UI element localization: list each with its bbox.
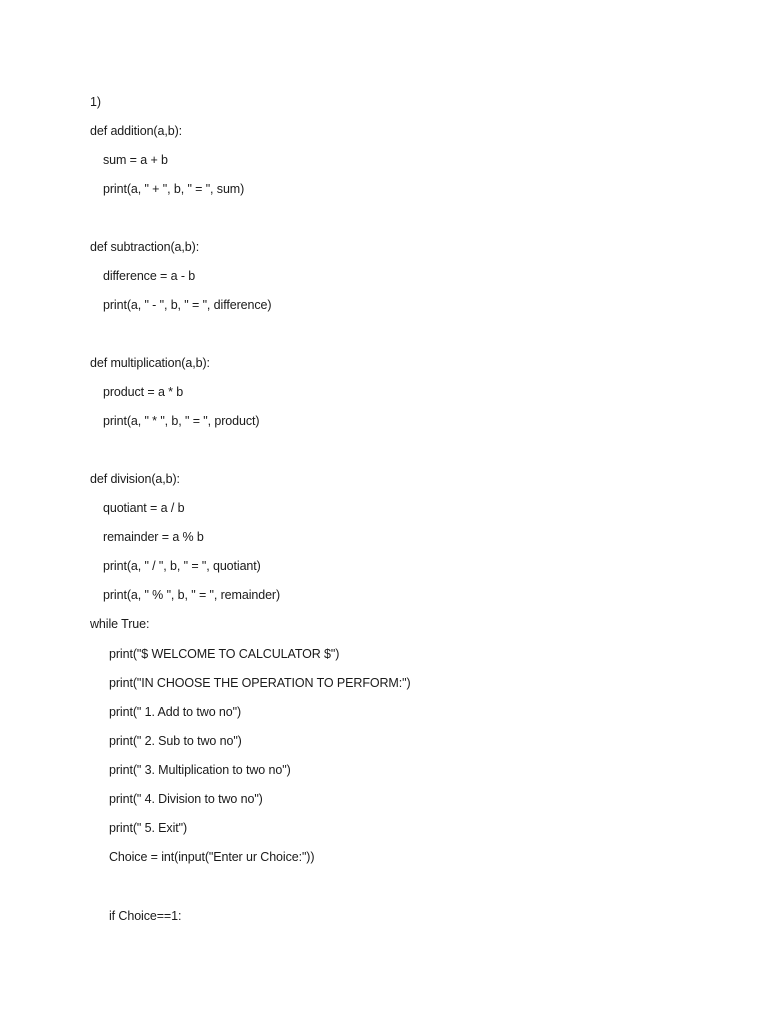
code-line: print(" 3. Multiplication to two no"): [109, 763, 291, 777]
code-line: print(a, " * ", b, " = ", product): [103, 414, 260, 428]
code-line: print(a, " % ", b, " = ", remainder): [103, 588, 281, 602]
code-line: quotiant = a / b: [103, 501, 185, 515]
code-line: if Choice==1:: [109, 909, 182, 923]
code-line: print(a, " - ", b, " = ", difference): [103, 298, 272, 312]
code-line: sum = a + b: [103, 153, 168, 167]
code-line: Choice = int(input("Enter ur Choice:")): [109, 850, 315, 864]
code-line: remainder = a % b: [103, 530, 204, 544]
code-line: difference = a - b: [103, 269, 196, 283]
code-line: product = a * b: [103, 385, 184, 399]
code-line: def multiplication(a,b):: [90, 356, 210, 370]
code-line: while True:: [90, 617, 150, 631]
code-line: print(" 1. Add to two no"): [109, 705, 242, 719]
code-line: print(a, " / ", b, " = ", quotiant): [103, 559, 261, 573]
code-line: def subtraction(a,b):: [90, 240, 200, 254]
code-line: def addition(a,b):: [90, 124, 183, 138]
code-line: print(" 5. Exit"): [109, 821, 188, 835]
code-line: print(a, " + ", b, " = ", sum): [103, 182, 245, 196]
code-line: print("$ WELCOME TO CALCULATOR $"): [109, 647, 340, 661]
code-line: def division(a,b):: [90, 472, 180, 486]
code-line: print("IN CHOOSE THE OPERATION TO PERFORM:"): [109, 676, 411, 690]
code-line: print(" 4. Division to two no"): [109, 792, 263, 806]
code-line: print(" 2. Sub to two no"): [109, 734, 242, 748]
code-line: 1): [90, 95, 101, 109]
